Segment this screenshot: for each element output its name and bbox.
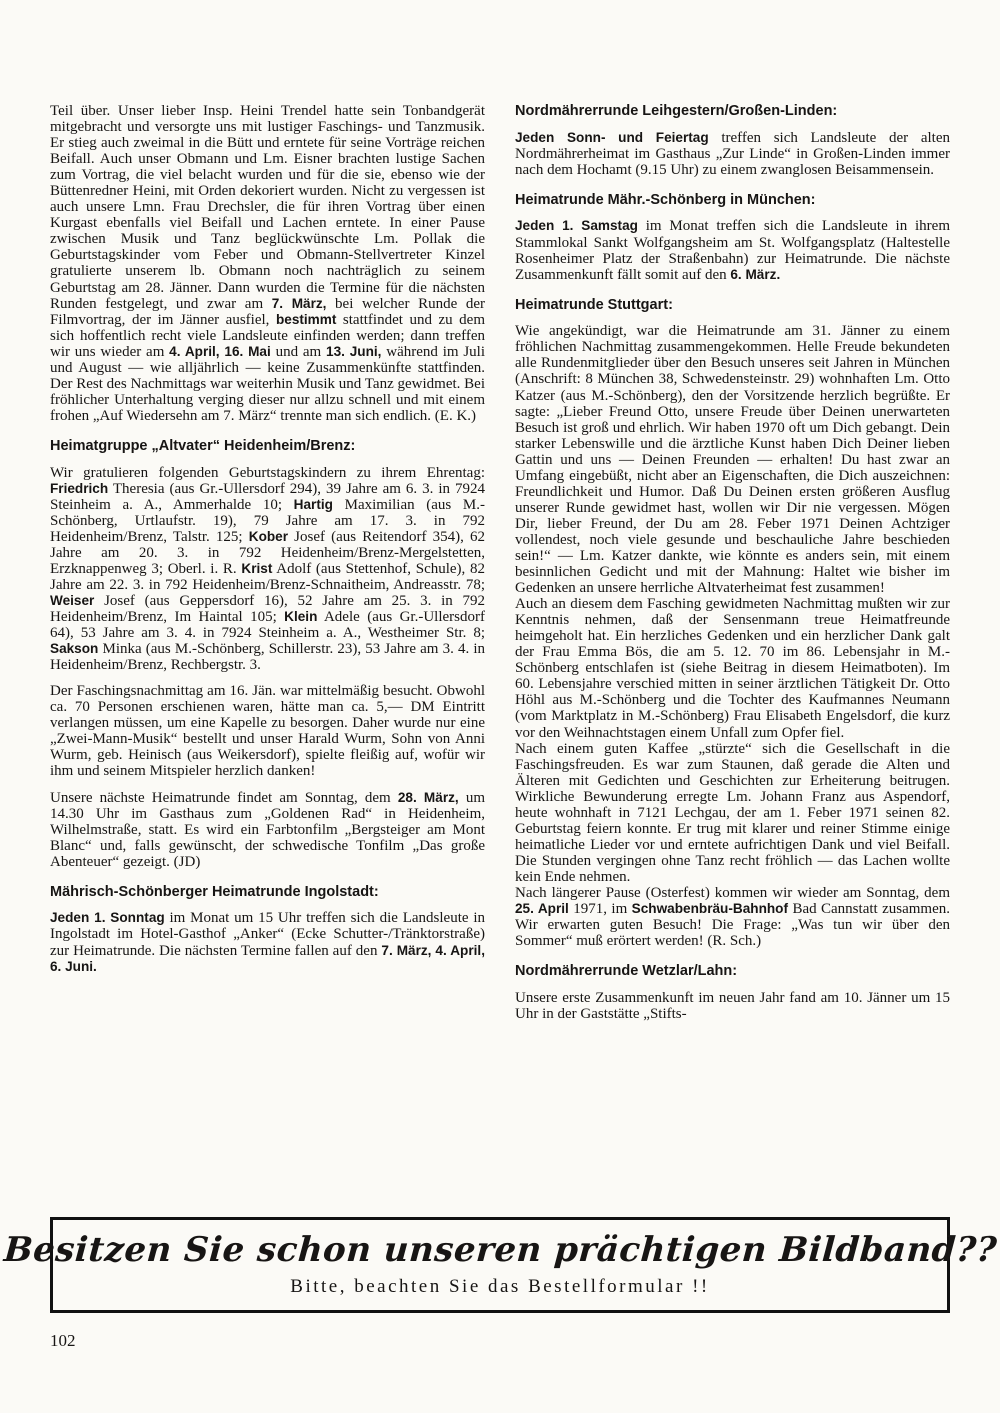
text-run: Nach längerer Pause (Osterfest) kommen wir wieder am Sonntag, dem — [515, 884, 950, 901]
text-run: um 14.30 Uhr im Gasthaus zum „Goldenen Rad“ in Heidenheim, Wilhelmstraße, statt. Es wird ein Farbtonfilm „Bergsteiger am Mont Blanc“ und, falls gewünscht, der schwedische Tonfilm „Das große Abenteuer“ gezeigt. (JD) — [50, 789, 486, 870]
text-run: Josef (aus Geppersdorf 16), 52 Jahre am 25. 3. in 792 Heidenheim/Brenz, Im Haintal 105; — [50, 592, 485, 626]
text-columns — [50, 103, 950, 1197]
bold-text-run: Jeden 1. Sonntag — [50, 910, 165, 926]
section-heading — [515, 103, 950, 120]
text-run: Mährisch-Schönberger Heimatrunde Ingolstadt: — [50, 883, 379, 900]
bold-text-run: 4. April, — [169, 343, 220, 359]
bold-text-run: Jeden Sonn- und Feiertag — [515, 129, 709, 145]
paragraph — [50, 683, 485, 779]
bold-text-run: Weiser — [50, 592, 95, 608]
paragraph — [515, 596, 950, 740]
text-run: Nach einem guten Kaffee „stürzte“ sich die Gesellschaft in die Faschingsfreuden. Es war zum Staunen, daß gerade die Alten und Älteren mit Gedichten und Geschichten zur Erheiterung beitrugen. Wirkliche Bewunderung erregte Lm. Johann Franz aus Aspendorf, heute wohnhaft in 7121 Lechgau, der am 1. Feber 1971 seinen 82. Geburtstag feiern konnte. Er trug mit klarer und reiner Stimme einige heimatliche Lieder vor und erntete aufrichtigen Dank und viel Beifall. Die Stunden vergingen ohne Tanz recht fröhlich — das Lachen wollte kein Ende nehmen. — [515, 740, 950, 885]
ad-subline: Bitte, beachten Sie das Bestellformular !! — [290, 1276, 710, 1298]
ad-headline: Besitzen Sie schon unseren prächtigen Bildband?? — [2, 1229, 998, 1270]
bold-text-run: Kober — [248, 528, 289, 544]
page-number: 102 — [50, 1331, 76, 1350]
text-run: Josef (aus Reitendorf 354), 62 Jahre am 20. 3. in 792 Heidenheim/Brenz-Mergelstetten, Erzknappenweg 3; Oberl. i. R. — [50, 528, 485, 577]
bold-text-run: 7. März, 4. April, 6. Juni. — [50, 942, 485, 974]
text-run: 1971, im — [568, 901, 632, 918]
text-run: bei welcher Runde der Filmvortrag, der im Jänner ausfiel, — [50, 295, 485, 328]
text-run: Wir gratulieren folgenden Geburtstagskindern zu ihrem Ehrentag: — [50, 464, 485, 481]
text-run: im Monat um 15 Uhr treffen sich die Landsleute in Ingolstadt im Hotel-Gasthof „Anker“ (Ecke Schutter-/Tränktorstraße) zur Heimatrunde. Die nächsten Termine fallen auf den — [50, 910, 486, 959]
bold-text-run: 25. April — [515, 901, 569, 917]
bold-text-run: Krist — [241, 560, 273, 576]
section-heading — [515, 192, 950, 209]
text-run: Heimatrunde Mähr.-Schönberg in München: — [515, 191, 816, 208]
text-run: Adele (aus Gr.-Ullersdorf 64), 53 Jahre am 3. 4. in 7924 Steinheim a. A., Westheimer Str. 8; — [50, 609, 485, 642]
bold-text-run: Sakson — [50, 641, 99, 657]
text-run: und am — [270, 343, 327, 360]
bold-text-run: Schwabenbräu-Bahnhof — [631, 901, 789, 917]
text-run: Unsere nächste Heimatrunde findet am Sonntag, dem — [50, 789, 398, 806]
bold-text-run: Klein — [284, 609, 318, 625]
section-heading — [50, 438, 485, 455]
paragraph — [50, 790, 485, 870]
left-column — [50, 103, 485, 1197]
text-run: treffen sich Landsleute der alten Nordmährerheimat im Gasthaus „Zur Linde“ in Großen-Linden immer nach dem Hochamt (9.15 Uhr) zu einem zwanglosen Beisammensein. — [515, 129, 950, 178]
right-column — [515, 103, 950, 1197]
text-run: Theresia (aus Gr.-Ullersdorf 294), 39 Jahre am 6. 3. in 7924 Steinheim a. A., Ammerhalde 10; — [50, 480, 485, 513]
paragraph — [515, 990, 950, 1022]
paragraph — [515, 323, 950, 596]
text-run: Maximilian (aus M.-Schönberg, Urtlaufstr. 19), 79 Jahre am 17. 3. in 792 Heidenheim/Brenz, Talstr. 125; — [50, 496, 485, 545]
text-run: stattfindet und zu dem sich hoffentlich recht viele Landsleute einfinden werden; dann treffen wir uns wieder am — [50, 311, 485, 360]
paragraph — [515, 218, 950, 282]
bold-text-run: 28. März, — [397, 789, 459, 805]
paragraph — [50, 103, 485, 424]
text-run: während im Juli und August — wie alljährlich — keine Zusammenkünfte stattfinden. Der Rest des Nachmittags war weiterhin Musik und Tanz gewidmet. Bei fröhlicher Unterhaltung verging dieser nur allzu schnell und mit einem frohen „Auf Wiedersehn am 7. März“ trennte man sich endlich. (E. K.) — [50, 343, 486, 424]
paragraph — [50, 465, 485, 674]
section-heading — [50, 884, 485, 901]
bold-text-run: Jeden 1. Samstag — [515, 218, 638, 234]
text-run: Nordmährerrunde Wetzlar/Lahn: — [515, 963, 738, 980]
paragraph — [515, 130, 950, 178]
text-run: Unsere erste Zusammenkunft im neuen Jahr fand am 10. Jänner um 15 Uhr in der Gaststätte „Stifts- — [515, 989, 950, 1022]
bold-text-run: 7. März, — [271, 295, 327, 311]
text-run: Auch an diesem dem Fasching gewidmeten Nachmittag mußten wir zur Kenntnis nehmen, daß der Sensenmann treue Heimatfreunde heimgeholt hat. Ein herzliches Gedenken und ein herzlicher Dank galt der Frau Emma Bös, die am 5. 12. 70 im 86. Lebensjahr in M.-Schönberg entschlafen ist (siehe Beitrag in diesem Heimatboten). Im 60. Lebensjahre verschied mitten in seiner ärztlichen Tätigkeit Dr. Otto Höhl aus M.-Schönberg und die Tochter des Kaufmannes Neumann (vom Marktplatz in M.-Schönberg) Frau Elisabeth Engelsdorf, die kurz vor den Weihnachtstagen einem Unfall zum Opfer fiel. — [515, 596, 950, 741]
section-heading — [515, 297, 950, 314]
paragraph — [50, 910, 485, 974]
bold-text-run: bestimmt — [275, 311, 337, 327]
text-run: Wie angekündigt, war die Heimatrunde am 31. Jänner zu einem fröhlichen Nachmittag zusammengekommen. Helle Freude bekundeten alle Rundenmitglieder über den Besuch unseres seit Jahren in München (Anschrift: 8 München 38, Schwedensteinstr. 29) wohnhaften Lm. Otto Katzer (aus M.-Schönberg), den der Vorsitzende herzlich begrüßte. Er sagte: „Lieber Freund Otto, unsere Freude über Deinen unerwarteten Besuch ist groß und ehrlich. Wir haben 1970 oft um Dich gebangt. Dein starker Lebenswille und die ärztliche Kunst haben Dich Deiner lieben Gattin und uns — Deinen Freunden — erhalten! Du hast zwar an Umfang eingebüßt, nicht aber an Eigenschaften, die Dich auszeichnen: Freundlichkeit und Humor. Daß Du Deinen ersten größeren Ausflug unserer Runde gewidmet hast, wollen wir Dir nie vergessen. Mögen Dir, lieber Freund, der Du am 28. Feber 1971 Deinen Achtziger vollendest, noch viele gesunde und beschauliche Jahre beschieden sein!“ — Lm. Katzer dankte, wie könnte es anders sein, mit einem besinnlichen Gedicht und mit der Mahnung: Haltet wie bisher im Gedenken an unsere herrliche Altvaterheimat fest zusammen! — [515, 323, 950, 597]
text-run: Bad Cannstatt zusammen. Wir erwarten guten Besuch! Die Frage: „Was tun wir über den Sommer“ muß erörtert werden! (R. Sch.) — [515, 901, 950, 950]
bold-text-run: 16. Mai — [224, 343, 271, 359]
paragraph — [515, 885, 950, 949]
text-run: Minka (aus M.-Schönberg, Schillerstr. 23), 53 Jahre am 3. 4. in Heidenheim/Brenz, Rechbergstr. 3. — [50, 641, 485, 674]
paragraph — [515, 741, 950, 885]
text-run: Der Faschingsnachmittag am 16. Jän. war mittelmäßig besucht. Obwohl ca. 70 Personen erschienen waren, hätte man ca. 5,— DM Eintritt verlangen müssen, um eine Kapelle zu besorgen. Daher wurde nur eine „Zwei-Mann-Musik“ bestellt und unser Harald Wurm, Sohn von Anni Wurm, geb. Heinisch (aus Weikersdorf), spielte fleißig auf, wofür wir ihm und seinem Mitspieler herzlich danken! — [50, 683, 485, 780]
section-heading — [515, 963, 950, 980]
text-run: Teil über. Unser lieber Insp. Heini Trendel hatte sein Tonbandgerät mitgebracht und versorgte uns mit lustiger Faschings- und Tanzmusik. Er stieg auch zweimal in die Bütt und erntete für seine Vorträge reichen Beifall. Auch unser Obmann und Lm. Eisner brachten lustige Sachen zum Vortrag, die viel belacht wurden und für die sie, ebenso wie der Büttenredner Heini, mit Orden dekoriert wurden. Nicht zu vergessen ist auch unsere Lmn. Frau Drechsler, die für ihren Vortrag über einen Kurgast ebenfalls viel Beifall und Lachen erntete. In einer Pause zwischen Musik und Tanz beglückwünschte Lm. Pollak die Geburtstagskinder vom Feber und Obmann-Stellvertreter Kinzel gratulierte unserem lb. Obmann noch nachträglich zu seinem Geburtstag am 28. Jänner. Dann wurden die Termine für die nächsten Runden festgelegt, und zwar am — [50, 103, 485, 312]
text-run: im Monat treffen sich die Landsleute in ihrem Stammlokal Sankt Wolfgangsheim am St. Wolfgangsplatz (Haltestelle Rosenheimer Platz der Straßenbahn) zur Heimatrunde. Die nächste Zusammenkunft fällt somit auf den — [515, 218, 950, 283]
bold-text-run: Hartig — [293, 496, 333, 512]
text-run: Heimatgruppe „Altvater“ Heidenheim/Brenz: — [50, 437, 356, 454]
bildband-ad-box — [2, 1217, 998, 1313]
text-run: Nordmährerrunde Leihgestern/Großen-Linden: — [515, 103, 838, 119]
text-run: Adolf (aus Stettenhof, Schule), 82 Jahre am 22. 3. in 792 Heidenheim/Brenz-Schnaitheim, Andreasstr. 78; — [50, 560, 485, 593]
text-run: Heimatrunde Stuttgart: — [515, 296, 673, 313]
bold-text-run: Friedrich — [50, 480, 109, 496]
bold-text-run: 13. Juni, — [326, 343, 382, 359]
bold-text-run: 6. März. — [730, 266, 781, 282]
